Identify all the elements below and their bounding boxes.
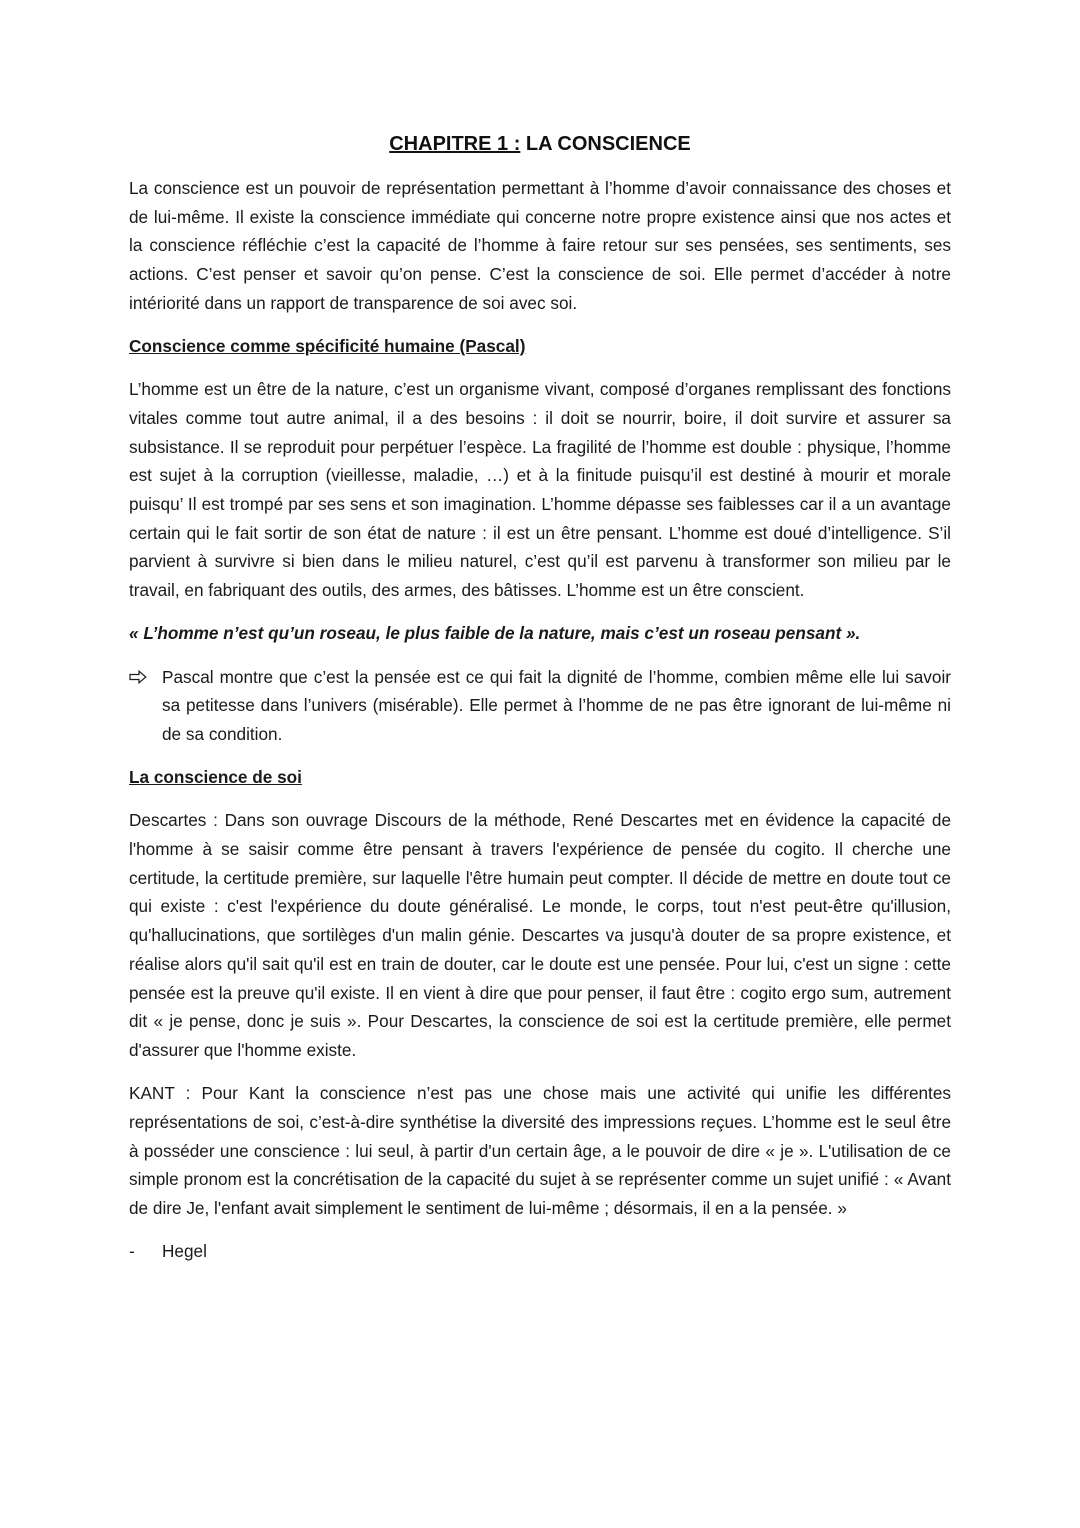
list-dash-marker: - xyxy=(129,1241,135,1262)
list-item-hegel xyxy=(129,1237,951,1266)
section-heading-pascal: Conscience comme spécificité humaine (Pascal) xyxy=(129,336,526,357)
list-item-hegel-label: Hegel xyxy=(162,1241,207,1262)
chapter-number: CHAPITRE 1 : xyxy=(389,133,521,155)
descartes-paragraph: Descartes : Dans son ouvrage Discours de la méthode, René Descartes met en évidence la capacité de l'homme à se saisir comme être pensant à travers l'expérience de pensée du cogito. Il cherche une certitude, la certitude première, sur laquelle l'être humain peut compter. Il décide de mettre en doute tout ce qui existe : c'est l'expérience du doute généralisé. Le monde, le corps, tout n'est peut-être qu'illusion, qu'hallucinations, que sortilèges d'un malin génie. Descartes va jusqu'à douter de sa propre existence, et réalise alors qu'il sait qu'il est en train de douter, car le doute est une pensée. Pour lui, c'est un signe : cette pensée est la preuve qu'il existe. Il en vient à dire que pour penser, il faut être : cogito ergo sum, autrement dit « je pense, donc je suis ». Pour Descartes, la conscience de soi est la certitude première, elle permet d'assurer que l'homme existe. xyxy=(129,810,951,1060)
pascal-quote: « L’homme n’est qu’un roseau, le plus faible de la nature, mais c’est un roseau pensant ». xyxy=(129,623,861,644)
chapter-title xyxy=(129,130,951,158)
bullet-text-pascal: Pascal montre que c’est la pensée est ce qui fait la dignité de l’homme, combien même elle lui savoir sa petitesse dans l’univers (misérable). Elle permet à l’homme de ne pas être ignorant de lui-même ni de sa condition. xyxy=(162,666,951,744)
section-heading-conscience-de-soi: La conscience de soi xyxy=(129,767,302,788)
arrow-right-icon xyxy=(129,670,147,684)
bullet-item-pascal xyxy=(129,663,951,749)
kant-paragraph: KANT : Pour Kant la conscience n’est pas une chose mais une activité qui unifie les différentes représentations de soi, c’est-à-dire synthétise la diversité des impressions reçues. L’homme est le seul être à posséder une conscience : lui seul, à partir d'un certain âge, a le pouvoir de dire « je ». L'utilisation de ce simple pronom est la concrétisation de la capacité du sujet à se représenter comme un sujet unifié : « Avant de dire Je, l'enfant avait simplement le sentiment de lui-même ; désormais, il en a la pensée. » xyxy=(129,1083,951,1218)
intro-paragraph: La conscience est un pouvoir de représentation permettant à l’homme d’avoir connaissance des choses et de lui-même. Il existe la conscience immédiate qui concerne notre propre existence ainsi que nos actes et la conscience réfléchie c’est la capacité de l’homme à faire retour sur ses pensées, ses sentiments, ses actions. C’est penser et savoir qu’on pense. C’est la conscience de soi. Elle permet d’accéder à notre intériorité dans un rapport de transparence de soi avec soi. xyxy=(129,178,951,313)
chapter-subject: LA CONSCIENCE xyxy=(525,133,691,155)
pascal-paragraph: L’homme est un être de la nature, c’est un organisme vivant, composé d’organes remplissant des fonctions vitales comme tout autre animal, il a des besoins : il doit se nourrir, boire, il doit survire et assurer sa subsistance. Il se reproduit pour perpétuer l’espèce. La fragilité de l’homme est double : physique, l’homme est sujet à la corruption (vieillesse, maladie, …) et à la finitude puisqu’il est destiné à mourir et morale puisqu’ Il est trompé par ses sens et son imagination. L’homme dépasse ses faiblesses car il a un avantage certain qui le fait sortir de son état de nature : il est un être pensant. L’homme est doué d’intelligence. S’il parvient à survivre si bien dans le milieu naturel, c’est qu’il est parvenu à transformer son milieu par le travail, en fabriquant des outils, des armes, des bâtisses. L’homme est un être conscient. xyxy=(129,379,951,601)
document-body xyxy=(129,130,951,1266)
